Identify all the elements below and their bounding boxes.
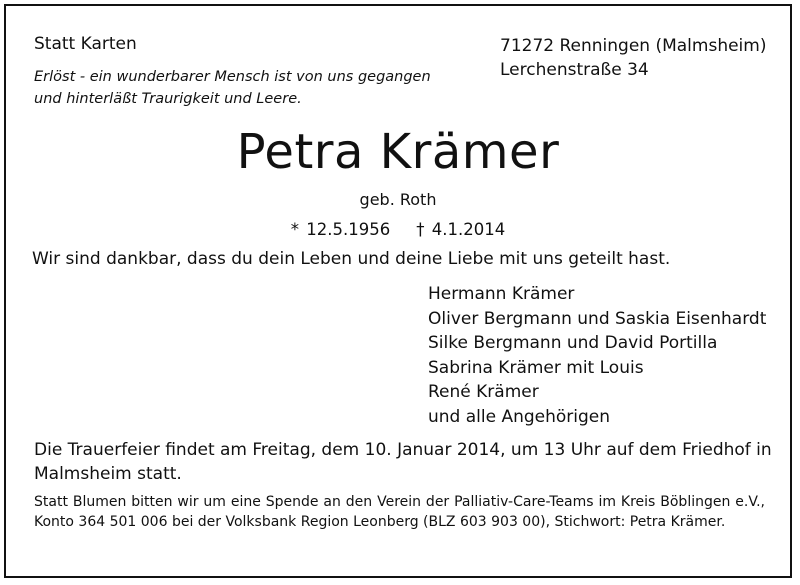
- address-line: 71272 Renningen (Malmsheim): [500, 36, 767, 56]
- birth-date: * 12.5.1956: [290, 220, 391, 239]
- address-line: Lerchenstraße 34: [500, 60, 649, 80]
- birth-name: geb. Roth: [359, 190, 437, 209]
- motto-line: und hinterläßt Traurigkeit und Leere.: [34, 91, 302, 107]
- donation-info: Statt Blumen bitten wir um eine Spende an den Verein der Palliativ-Care-Teams im Kreis Böblingen e.V., Konto 364 501 006 bei der Volksbank Region Leonberg (BLZ 603 903 00), Stichwort: Petra Krämer.: [34, 494, 765, 530]
- statt-karten-label: Statt Karten: [34, 34, 137, 54]
- address-block: [500, 34, 766, 82]
- mourner-entry: und alle Angehörigen: [428, 406, 611, 427]
- mourner-entry: René Krämer: [428, 382, 539, 402]
- motto-text: [34, 66, 431, 110]
- mourner-entry: Hermann Krämer: [428, 284, 575, 304]
- mourner-entry: Oliver Bergmann und Saskia Eisenhardt: [428, 308, 767, 329]
- life-dates: [6, 220, 790, 239]
- thanks-line: Wir sind dankbar, dass du dein Leben und deine Liebe mit uns geteilt hast.: [32, 249, 671, 269]
- funeral-info: Die Trauerfeier findet am Freitag, dem 10. Januar 2014, um 13 Uhr auf dem Friedhof in Malmsheim statt.: [34, 440, 772, 484]
- deceased-name: Petra Krämer: [236, 124, 560, 180]
- obituary-notice: [4, 4, 792, 578]
- mourners-list: [428, 282, 766, 429]
- motto-line: Erlöst - ein wunderbarer Mensch ist von uns gegangen: [34, 69, 431, 85]
- mourner-entry: Sabrina Krämer mit Louis: [428, 357, 644, 378]
- death-date: † 4.1.2014: [416, 220, 506, 239]
- mourner-entry: Silke Bergmann und David Portilla: [428, 333, 718, 353]
